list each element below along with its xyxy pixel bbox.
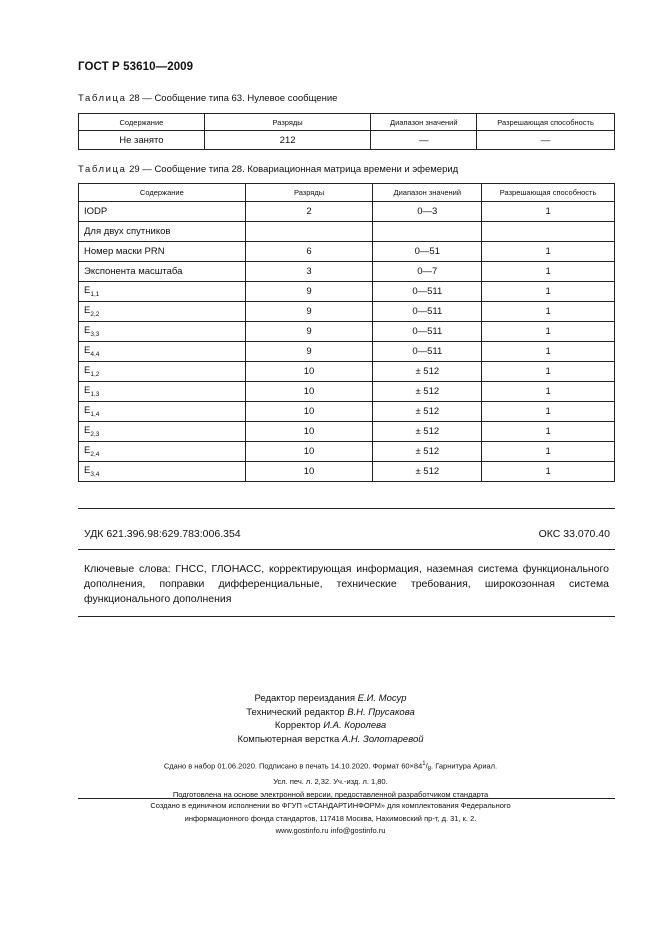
table-header-row [79,114,615,131]
cell-bits [245,382,373,402]
table-row [79,242,615,262]
cell-bits-text: 9 [306,306,312,317]
column-header: Диапазон значений [373,184,482,202]
cell-range [373,422,482,442]
cell-content-text: E [84,385,91,396]
cell-range [373,322,482,342]
divider [78,508,615,509]
cell-bits-text: 6 [306,246,312,257]
table-row [79,362,615,382]
table-row [79,442,615,462]
corrector-name: И.А. Королева [323,720,387,731]
cell-content-text: E [84,345,91,356]
cell-content [79,442,246,462]
document-number: ГОСТ Р 53610—2009 [78,61,194,73]
tech-editor-label: Технический редактор [246,706,348,718]
matrix-index: 1,3 [90,391,100,398]
cell-resolution-text: 1 [545,386,551,397]
cell-range [373,282,482,302]
layout-name: А.Н. Золотаревой [341,733,424,745]
cell-range-text: 0—511 [412,286,443,297]
column-header: Разряды [245,184,373,202]
matrix-index: 1,1 [90,291,100,298]
cell-bits-text: 9 [306,286,312,297]
cell-resolution-text: 1 [545,446,551,457]
cell-content-text: Экспонента масштаба [84,266,183,277]
cell-range-text: 0—511 [412,306,443,317]
cell-range [373,442,482,462]
corrector-line [0,719,661,733]
format-numerator: 1 [422,761,426,767]
divider [78,549,615,550]
cell-resolution-text: 1 [545,406,551,417]
cell-content [79,262,246,282]
table-28-title: 28 — Сообщение типа 63. Нулевое сообщение [126,93,338,104]
editor-name: Е.И. Мосур [357,693,407,704]
cell-content-text: E [84,425,91,436]
cell-range-text: 0—511 [412,346,443,357]
cell-resolution-text: 1 [545,306,551,317]
cell-bits-text: 10 [303,446,315,457]
cell-bits [245,282,373,302]
matrix-index: 3,4 [90,471,100,478]
tech-editor-line [0,706,661,720]
footer-links: www.gostinfo.ru info@gostinfo.ru [275,826,386,835]
cell-content-text: Номер маски PRN [84,246,165,257]
imprint [0,758,661,801]
table-row [79,222,615,242]
cell-range-text: ± 512 [415,386,440,397]
cell-content-text: IODP [84,206,108,217]
cell-range [373,382,482,402]
table-29-caption [78,164,458,175]
matrix-index: 3,3 [90,331,100,338]
divider [78,616,615,617]
cell-bits [245,342,373,362]
cell-content-text: E [84,445,91,456]
table-row [79,462,615,482]
cell-bits-text: 10 [303,426,315,437]
cell-resolution: — [477,131,615,150]
editor-label: Редактор переиздания [254,693,358,704]
cell-content [79,342,246,362]
column-header: Содержание [79,114,205,131]
cell-content-text: E [84,325,91,336]
cell-range-text: ± 512 [415,426,440,437]
matrix-index: 1,2 [90,371,100,378]
cell-bits [245,262,373,282]
cell-resolution [482,402,615,422]
imprint-typeface: . Гарнитура Ариал. [431,761,498,771]
table-word: Таблица [78,164,127,175]
cell-bits [245,322,373,342]
cell-content-text: E [84,465,91,476]
cell-bits-text: 3 [306,266,312,277]
cell-range [373,302,482,322]
cell-range-text: 0—51 [414,246,440,257]
cell-range-text: ± 512 [415,466,440,477]
table-28-caption [78,93,337,104]
cell-content [79,222,246,242]
cell-resolution [482,442,615,462]
cell-resolution [482,462,615,482]
cell-content [79,242,246,262]
cell-range-text: 0—7 [417,266,438,277]
cell-content [79,382,246,402]
keywords: Ключевые слова: ГНСС, ГЛОНАСС, корректирующая информация, наземная система функционального дополнения, поправки дифференциальные, технические требования, широкозонная система функционального дополнения [84,563,609,605]
publisher-footer [0,800,661,838]
footer-line-2: информационного фонда стандартов, 117418 Москва, Нахимовский пр-т, д. 31, к. 2. [184,813,477,823]
cell-resolution-text: 1 [545,466,551,477]
cell-content-text: E [84,405,91,416]
cell-bits-text: 9 [306,346,312,357]
column-header: Разряды [204,114,371,131]
cell-resolution-text: 1 [545,246,551,257]
cell-range-text: ± 512 [415,366,440,377]
cell-range [373,462,482,482]
table-row [79,342,615,362]
column-header: Содержание [79,184,246,202]
matrix-index: 2,4 [90,451,100,458]
cell-content-text: E [84,365,91,376]
cell-bits [245,462,373,482]
divider [78,798,615,799]
cell-content [79,202,246,222]
cell-resolution-text: 1 [545,266,551,277]
cell-content-text: E [84,285,91,296]
cell-bits [245,422,373,442]
matrix-index: 2,2 [90,311,100,318]
cell-resolution [482,382,615,402]
cell-range [373,342,482,362]
cell-bits-text: 10 [303,386,315,397]
footer-line-1: Создано в единичном исполнении во ФГУП «СТАНДАРТИНФОРМ» для комплектования Федерального [150,801,511,810]
table-row [79,302,615,322]
credits [0,692,661,746]
cell-range [373,242,482,262]
cell-content [79,402,246,422]
tech-editor-name: В.Н. Прусакова [347,706,415,718]
cell-range [373,402,482,422]
cell-bits-text: 9 [306,326,312,337]
cell-range [373,362,482,382]
cell-bits-text: 10 [303,466,315,477]
cell-resolution-text: 1 [545,326,551,337]
cell-resolution [482,422,615,442]
imprint-line-2: Усл. печ. л. 2,32. Уч.-изд. л. 1,80. [273,777,388,786]
cell-resolution-text: 1 [545,366,551,377]
cell-resolution [482,342,615,362]
table-29-title: 29 — Сообщение типа 28. Ковариационная матрица времени и эфемерид [126,164,459,175]
cell-bits-text: 10 [303,366,315,377]
table-row [79,382,615,402]
table-row [79,262,615,282]
cell-resolution-text: 1 [545,206,551,217]
table-row [79,202,615,222]
cell-resolution [482,282,615,302]
layout-line [0,733,661,747]
corrector-label: Корректор [274,720,324,731]
imprint-dates-format: Сдано в набор 01.06.2020. Подписано в печать 14.10.2020. Формат 60×84 [163,761,423,771]
matrix-index: 1,4 [90,411,100,418]
cell-range: — [371,131,477,150]
cell-content [79,362,246,382]
cell-bits-text: 10 [303,406,315,417]
cell-resolution-text: 1 [545,426,551,437]
cell-bits [245,302,373,322]
udk-code: УДК 621.396.98:629.783:006.354 [84,528,241,540]
column-header: Разрешающая способность [482,184,615,202]
table-word: Таблица [78,93,127,104]
cell-bits [245,202,373,222]
cell-range [373,222,482,242]
cell-content-text: Для двух спутников [84,226,171,237]
layout-label: Компьютерная верстка [237,733,342,745]
cell-resolution [482,302,615,322]
cell-resolution [482,242,615,262]
cell-range-text: 0—3 [417,206,438,217]
cell-resolution [482,322,615,342]
cell-content: Не занято [79,131,205,150]
cell-content [79,302,246,322]
table-header-row [79,184,615,202]
cell-bits-text: 2 [306,206,312,217]
cell-resolution [482,222,615,242]
cell-resolution [482,262,615,282]
cell-range-text: ± 512 [415,406,440,417]
table-row [79,422,615,442]
cell-resolution-text: 1 [545,346,551,357]
matrix-index: 2,3 [90,431,100,438]
cell-content [79,282,246,302]
cell-resolution-text: 1 [545,286,551,297]
imprint-line-3: Подготовлена на основе электронной версии, предоставленной разработчиком стандарта [172,789,489,799]
cell-bits [245,242,373,262]
cell-content [79,422,246,442]
column-header: Разрешающая способность [477,114,615,131]
imprint-line-1: Сдано в набор 01.06.2020. Подписано в печать 14.10.2020. Формат $60\times 84^1/_8$. Гарнитура Ариал. [163,761,498,773]
cell-range [373,202,482,222]
cell-content [79,462,246,482]
cell-bits [245,442,373,462]
table-29 [78,183,615,482]
matrix-index: 4,4 [90,351,100,358]
table-row [79,131,615,150]
cell-bits [245,222,373,242]
table-row [79,402,615,422]
table-28 [78,113,615,150]
cell-resolution [482,362,615,382]
oks-code: ОКС 33.070.40 [538,528,610,540]
cell-content [79,322,246,342]
cell-range-text: ± 512 [415,446,440,457]
cell-content-text: E [84,305,91,316]
cell-bits [245,362,373,382]
table-row [79,322,615,342]
cell-range [373,262,482,282]
cell-resolution [482,202,615,222]
format-denominator: 8 [427,766,432,773]
cell-range-text: 0—511 [412,326,443,337]
column-header: Диапазон значений [371,114,477,131]
cell-bits: 212 [204,131,371,150]
cell-bits [245,402,373,422]
table-row [79,282,615,302]
editor-line [0,692,661,706]
